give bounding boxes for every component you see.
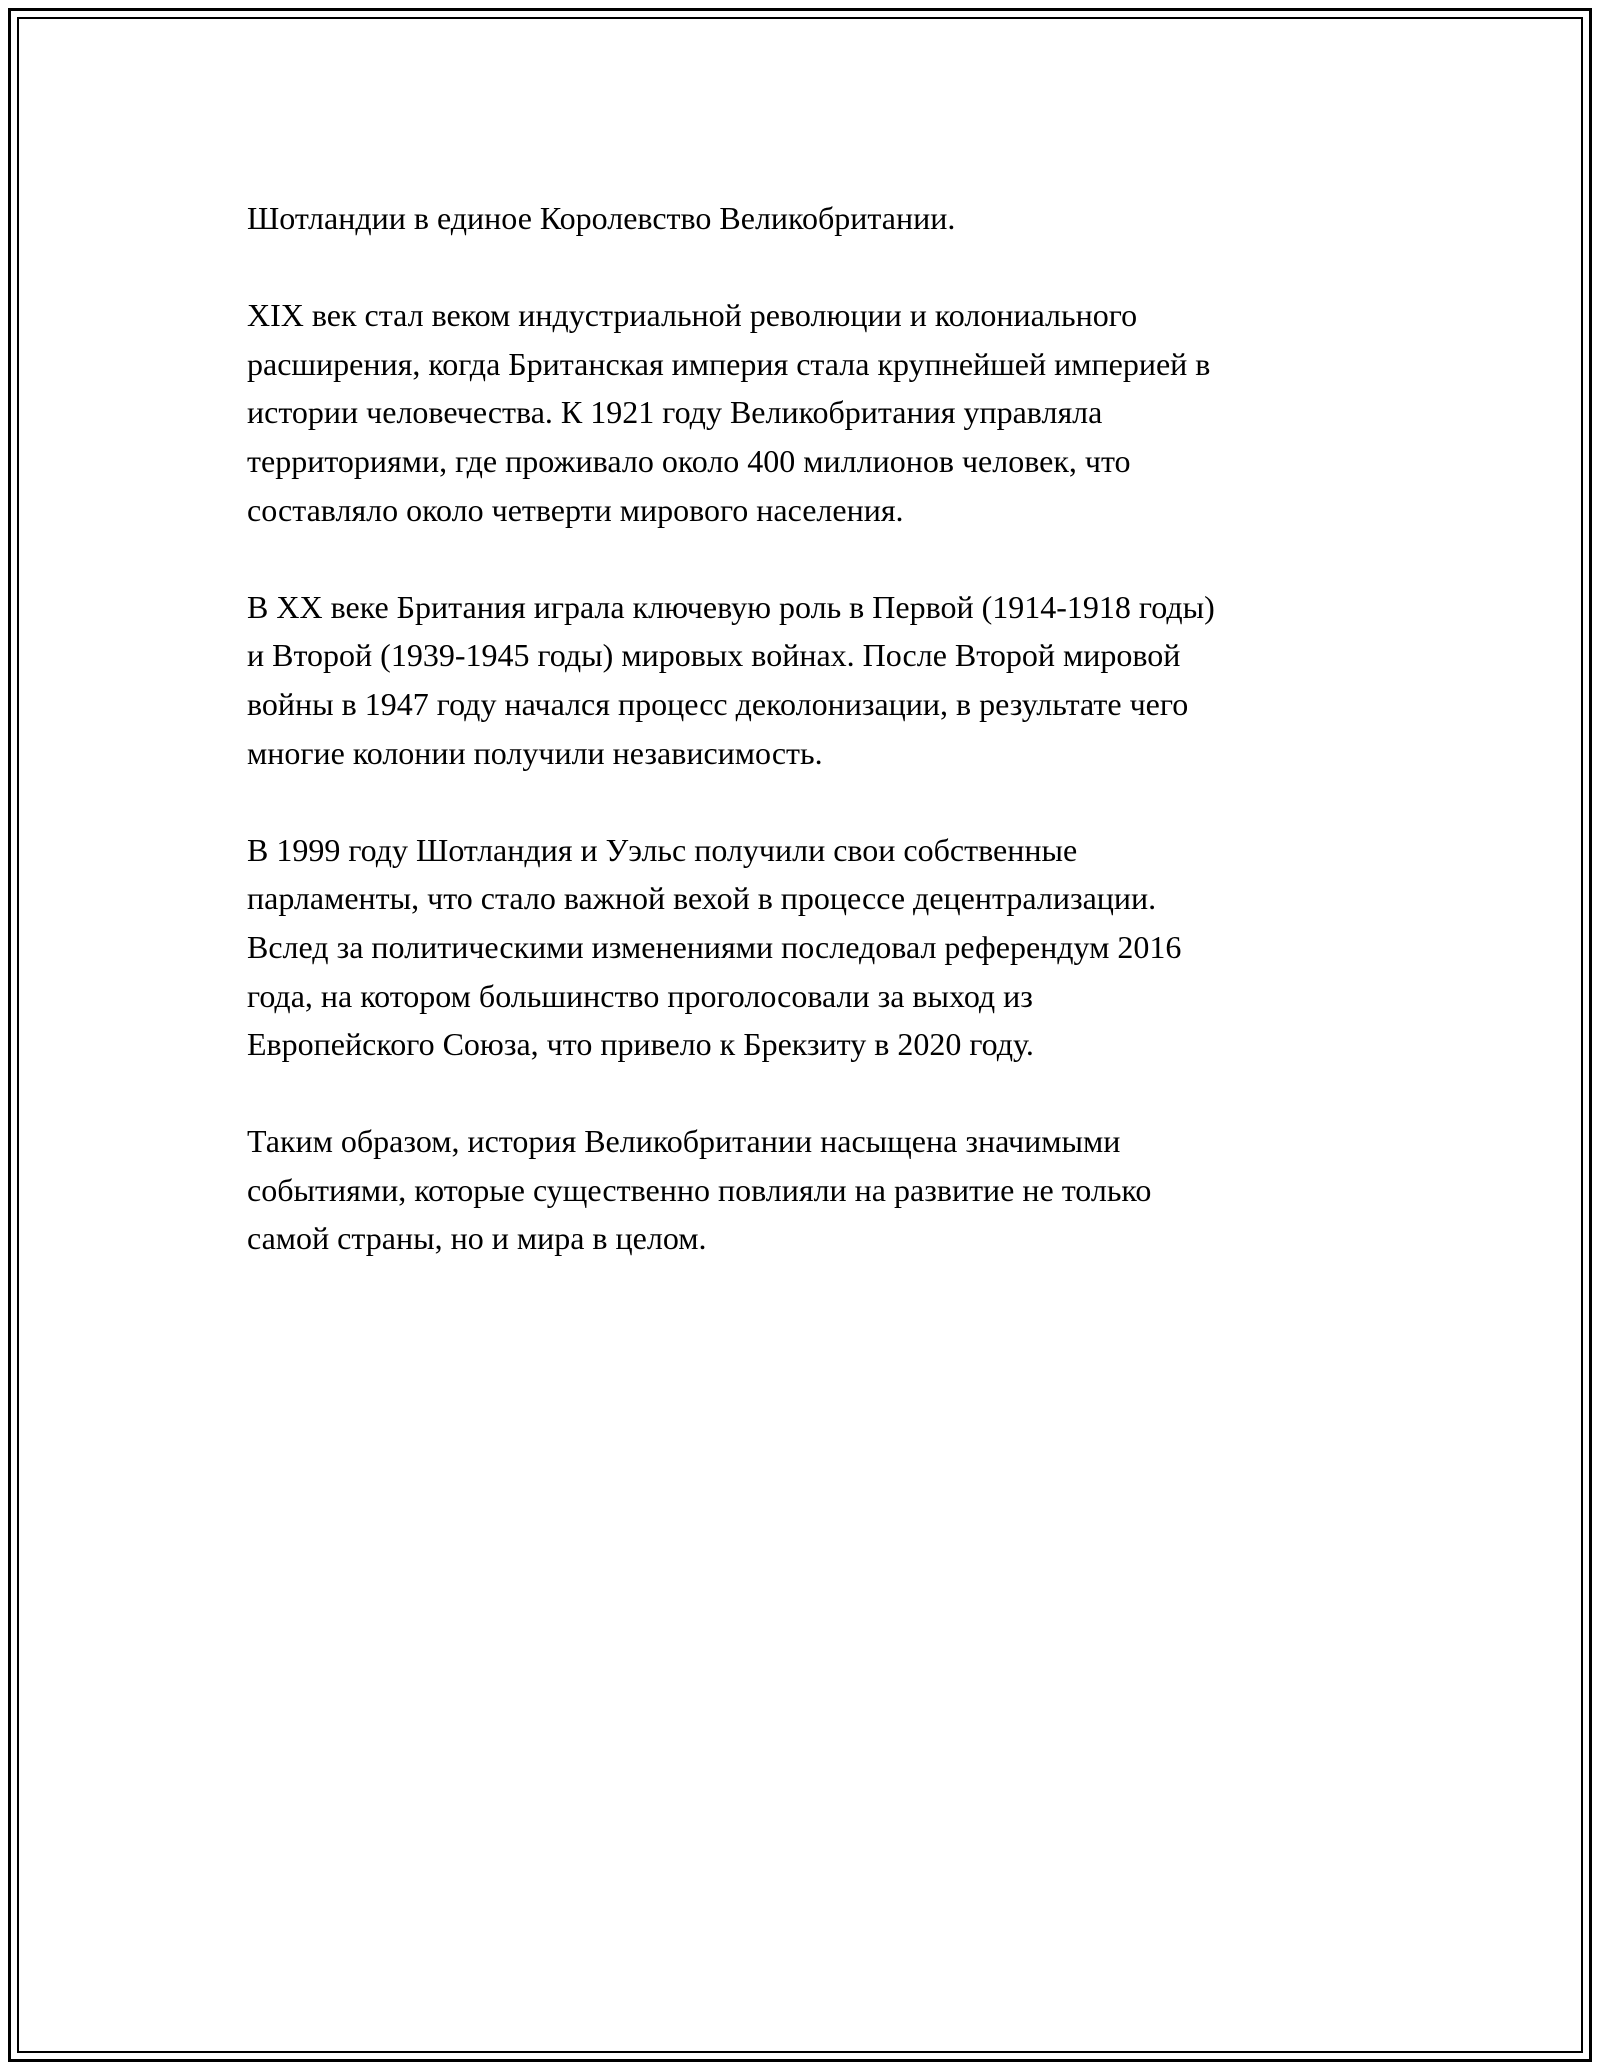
paragraph-20th-century: В XX веке Британия играла ключевую роль в Первой (1914-1918 годы) и Второй (1939-1945 годы) мировых войнах. После Второй мировой войны в 1947 году начался процесс деколонизации, в результате чего многие колонии получили независимость. <box>247 588 1215 771</box>
paragraph-conclusion: Таким образом, история Великобритании насыщена значимыми событиями, которые существенно повлияли на развитие не только самой страны, но и мира в целом. <box>247 1123 1152 1257</box>
document-body <box>247 194 1387 1312</box>
page-frame <box>8 8 1592 2062</box>
paragraph-19th-century: XIX век стал веком индустриальной революции и колониального расширения, когда Британская империя стала крупнейшей империей в истории человечества. К 1921 году Великобритания управляла территориями, где проживало около 400 миллионов человек, что составляло около четверти мирового населения. <box>247 297 1211 528</box>
paragraph-devolution-brexit: В 1999 году Шотландия и Уэльс получили свои собственные парламенты, что стало важной вехой в процессе децентрализации. Вслед за политическими изменениями последовал референдум 2016 года, на котором большинство проголосовали за выход из Европейского Союза, что привело к Брекзиту в 2020 году. <box>247 831 1182 1063</box>
paragraph-scotland-union: Шотландии в единое Королевство Великобритании. <box>247 200 956 236</box>
